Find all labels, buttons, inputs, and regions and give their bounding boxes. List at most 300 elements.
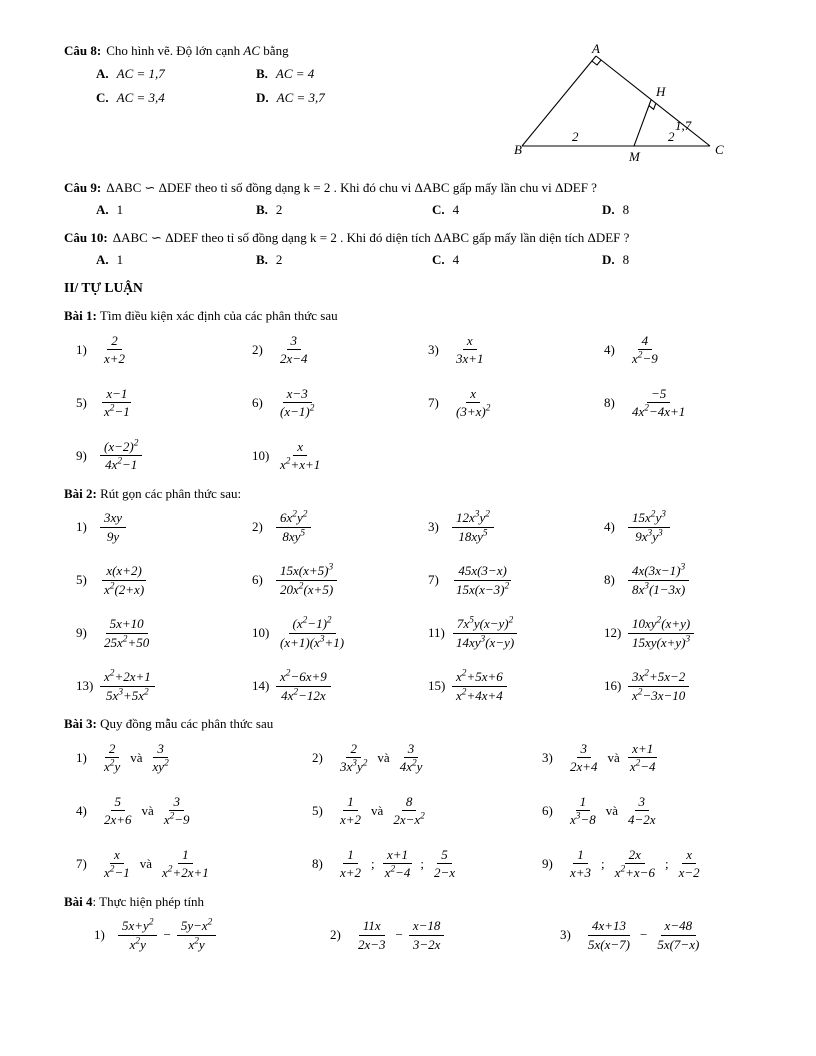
numerator: 3xy bbox=[100, 510, 126, 527]
denominator: $x^2y$ bbox=[129, 936, 146, 952]
exercise-item bbox=[428, 384, 604, 422]
fraction bbox=[100, 616, 153, 650]
item-number: 8) bbox=[312, 855, 323, 871]
fraction bbox=[100, 563, 148, 597]
numerator: 8 bbox=[402, 794, 417, 811]
exercise-1-items-grid bbox=[76, 331, 758, 475]
fraction bbox=[336, 847, 365, 881]
fraction bbox=[628, 386, 689, 420]
denominator: $8x^3(1-3x)$ bbox=[632, 581, 686, 597]
denominator: $9x^3y^3$ bbox=[635, 528, 663, 544]
numerator: 11x bbox=[359, 918, 385, 935]
numerator: $x^2-6x+9$ bbox=[276, 669, 331, 686]
question-8-text-pre: Cho hình vẽ. Độ lớn cạnh bbox=[106, 43, 241, 58]
denominator: $15xy(x+y)^3$ bbox=[632, 634, 691, 650]
exercise-4-header bbox=[64, 893, 758, 911]
exercise-item bbox=[604, 614, 758, 652]
question-9-text: ΔABC ∽ ΔDEF theo tỉ số đồng dạng k = 2 . Khi đó chu vi ΔABC gấp mấy lần chu vi ΔDEF ? bbox=[106, 179, 597, 195]
option-b-text: 2 bbox=[275, 252, 283, 268]
exercise-item bbox=[76, 739, 312, 777]
exercise-item bbox=[252, 561, 428, 599]
denominator: 5x(7−x) bbox=[657, 936, 700, 952]
fraction bbox=[628, 616, 694, 650]
item-number: 2) bbox=[330, 927, 341, 943]
denominator: 2x+6 bbox=[104, 812, 132, 828]
item-number: 2) bbox=[312, 749, 323, 765]
option-c-key: C. bbox=[96, 90, 109, 106]
denominator: x+2 bbox=[340, 812, 362, 828]
numerator: $x^2+5x+6$ bbox=[452, 669, 507, 686]
numerator: 2 bbox=[346, 741, 361, 758]
option-c-key: C. bbox=[432, 202, 445, 218]
denominator: $(x-1)^2$ bbox=[280, 403, 315, 419]
label-m: M bbox=[629, 149, 640, 164]
option-c bbox=[432, 251, 602, 269]
fraction bbox=[628, 333, 662, 367]
question-9-label: Câu 9: bbox=[64, 179, 102, 195]
fraction bbox=[336, 794, 365, 828]
fraction bbox=[100, 386, 134, 420]
numerator: x(x+2) bbox=[102, 563, 145, 580]
item-number: 6) bbox=[542, 802, 553, 818]
option-b bbox=[256, 65, 476, 83]
fraction bbox=[381, 847, 415, 881]
fraction bbox=[566, 847, 595, 881]
option-b-text: 2 bbox=[275, 202, 283, 218]
option-a-key: A. bbox=[96, 202, 109, 218]
side-ab bbox=[522, 56, 596, 146]
exercise-item bbox=[428, 667, 604, 705]
numerator: x−3 bbox=[283, 386, 312, 403]
option-d-text: 8 bbox=[622, 252, 630, 268]
fraction bbox=[160, 794, 194, 828]
option-a-key: A. bbox=[96, 65, 109, 81]
label-a: A bbox=[592, 44, 600, 56]
denominator: 3x+1 bbox=[456, 351, 484, 366]
fraction bbox=[675, 847, 704, 881]
numerator: 45x(3−x) bbox=[454, 563, 510, 580]
numerator: 3 bbox=[404, 741, 419, 758]
exercise-3-header bbox=[64, 715, 758, 733]
separator-text: ; bbox=[664, 855, 669, 871]
denominator: $x^2y$ bbox=[188, 936, 205, 952]
denominator: $18xy^5$ bbox=[458, 528, 488, 544]
separator-text: và bbox=[130, 749, 143, 765]
numerator: $x^2+2x+1$ bbox=[100, 669, 155, 686]
numerator: 3 bbox=[577, 741, 592, 758]
numerator: 1 bbox=[178, 847, 193, 864]
exercise-4-label: Bài 4 bbox=[64, 893, 93, 909]
numerator: x−18 bbox=[409, 918, 445, 935]
fraction bbox=[389, 794, 428, 828]
fraction bbox=[158, 847, 213, 881]
numerator: 5 bbox=[111, 794, 126, 811]
exercise-item bbox=[76, 561, 252, 599]
denominator: $2x-x^2$ bbox=[393, 811, 425, 828]
numerator: x−1 bbox=[102, 386, 131, 403]
denominator: $x^2+4x+4$ bbox=[456, 687, 503, 703]
item-number: 6) bbox=[252, 394, 263, 410]
exercise-item bbox=[76, 667, 252, 705]
fraction bbox=[628, 510, 670, 544]
exercise-1-title: Tìm điều kiện xác định của các phân thức sau bbox=[99, 307, 338, 323]
denominator: $x^2-9$ bbox=[632, 350, 658, 366]
exercise-item bbox=[604, 384, 758, 422]
exercise-item bbox=[252, 667, 428, 705]
item-number: 7) bbox=[76, 855, 87, 871]
denominator: $x^2+x+1$ bbox=[280, 456, 321, 472]
numerator: 1 bbox=[576, 794, 591, 811]
numerator: x bbox=[682, 847, 696, 864]
exercise-item bbox=[252, 331, 428, 369]
exercise-item bbox=[94, 916, 330, 954]
question-8-text-math: AC bbox=[243, 43, 261, 58]
fraction bbox=[100, 510, 126, 544]
fraction bbox=[276, 669, 331, 703]
option-b-text: AC = 4 bbox=[275, 65, 315, 81]
denominator: $x^2+x-6$ bbox=[614, 864, 655, 881]
exercise-item bbox=[428, 614, 604, 652]
denominator: 2−x bbox=[434, 865, 456, 881]
denominator: 2x+4 bbox=[570, 759, 598, 775]
exercise-item bbox=[560, 916, 758, 954]
option-c-text: 4 bbox=[452, 202, 460, 218]
separator-text: ; bbox=[601, 855, 605, 871]
numerator: $(x-2)^2$ bbox=[100, 439, 142, 456]
fraction bbox=[452, 510, 494, 544]
exercise-item bbox=[312, 845, 542, 883]
triangle-diagram bbox=[514, 44, 738, 168]
option-a-key: A. bbox=[96, 252, 109, 268]
exercise-4-title: : Thực hiện phép tính bbox=[92, 893, 205, 909]
fraction bbox=[626, 741, 660, 775]
fraction bbox=[177, 918, 216, 952]
denominator: $4x^2-12x$ bbox=[281, 687, 326, 703]
separator-text: và bbox=[377, 749, 390, 765]
exercise-item bbox=[542, 739, 758, 777]
exercise-item bbox=[604, 331, 758, 369]
separator-text: − bbox=[163, 927, 171, 943]
separator-text: và bbox=[139, 855, 153, 871]
numerator: 4x+13 bbox=[588, 918, 630, 935]
item-number: 5) bbox=[312, 802, 323, 818]
fraction bbox=[354, 918, 390, 952]
exercise-item bbox=[428, 331, 604, 369]
numerator: $15x^2y^3$ bbox=[628, 510, 670, 527]
item-number: 9) bbox=[76, 625, 87, 641]
exercise-2-label: Bài 2: bbox=[64, 485, 97, 501]
denominator: $3x^3y^2$ bbox=[340, 758, 368, 775]
item-number: 10) bbox=[252, 625, 270, 641]
option-a-text: AC = 1,7 bbox=[116, 65, 165, 81]
denominator: 9y bbox=[106, 528, 120, 544]
label-hc-length: 1,7 bbox=[675, 118, 692, 133]
denominator: $4x^2-1$ bbox=[105, 456, 138, 472]
exercise-item bbox=[76, 331, 252, 369]
exercise-1-label: Bài 1: bbox=[64, 307, 97, 323]
item-number: 2) bbox=[252, 519, 263, 535]
option-b-key: B. bbox=[256, 202, 268, 218]
exercise-item bbox=[76, 384, 252, 422]
numerator: 1 bbox=[573, 847, 588, 864]
numerator: $10xy^2(x+y)$ bbox=[628, 616, 694, 633]
numerator: $3x^2+5x-2$ bbox=[628, 669, 689, 686]
option-b bbox=[256, 201, 432, 219]
separator-text: ; bbox=[371, 855, 375, 871]
denominator: $14xy^3(x-y)$ bbox=[456, 634, 515, 650]
option-b-key: B. bbox=[256, 65, 268, 81]
separator-text: ; bbox=[420, 855, 425, 871]
denominator: $x^2y$ bbox=[104, 758, 121, 775]
item-number: 1) bbox=[76, 341, 87, 357]
question-8-label: Câu 8: bbox=[64, 43, 102, 58]
denominator: $4x^2-4x+1$ bbox=[632, 403, 686, 419]
option-d bbox=[602, 251, 758, 269]
numerator: 1 bbox=[343, 794, 358, 811]
separator-text: và bbox=[605, 802, 619, 818]
denominator: $(x+1)(x^3+1)$ bbox=[280, 634, 345, 650]
fraction bbox=[396, 741, 427, 775]
item-number: 11) bbox=[428, 625, 445, 641]
fraction bbox=[276, 333, 312, 367]
option-c-text: AC = 3,4 bbox=[116, 90, 165, 106]
numerator: 2x bbox=[625, 847, 645, 864]
exercise-3-label: Bài 3: bbox=[64, 716, 97, 732]
numerator: 2 bbox=[107, 333, 122, 350]
exercise-item bbox=[252, 384, 428, 422]
fraction bbox=[624, 794, 660, 828]
option-b-key: B. bbox=[256, 252, 268, 268]
numerator: $7x^5y(x-y)^2$ bbox=[453, 616, 517, 633]
exercise-item bbox=[252, 437, 428, 475]
numerator: x bbox=[293, 439, 307, 456]
item-number: 8) bbox=[604, 572, 615, 588]
item-number: 6) bbox=[252, 572, 263, 588]
denominator: $x^2-9$ bbox=[163, 811, 190, 828]
exercise-item bbox=[542, 792, 758, 830]
exercise-item bbox=[428, 561, 604, 599]
exercise-2-title: Rút gọn các phân thức sau: bbox=[100, 485, 242, 501]
option-c bbox=[432, 201, 602, 219]
denominator: $15x(x-3)^2$ bbox=[456, 581, 510, 597]
option-d bbox=[602, 201, 758, 219]
numerator: 5 bbox=[437, 847, 452, 864]
exercise-item bbox=[76, 614, 252, 652]
numerator: $12x^3y^2$ bbox=[452, 510, 494, 527]
item-number: 4) bbox=[604, 519, 615, 535]
exercise-1-header bbox=[64, 307, 758, 325]
exercise-item bbox=[604, 667, 758, 705]
option-a-text: 1 bbox=[116, 252, 124, 268]
fraction bbox=[611, 847, 659, 881]
item-number: 9) bbox=[542, 855, 553, 871]
numerator: 3 bbox=[635, 794, 650, 811]
exercise-item bbox=[76, 508, 252, 546]
fraction bbox=[653, 918, 703, 952]
denominator: $20x^2(x+5)$ bbox=[280, 581, 334, 597]
question-8-block bbox=[64, 42, 758, 173]
item-number: 1) bbox=[76, 749, 87, 765]
denominator: $x^2-1$ bbox=[104, 864, 130, 881]
question-10-label: Câu 10: bbox=[64, 229, 108, 245]
item-number: 7) bbox=[428, 394, 439, 410]
option-d-key: D. bbox=[256, 90, 269, 106]
item-number: 1) bbox=[76, 519, 87, 535]
numerator: x−48 bbox=[661, 918, 697, 935]
exercise-item bbox=[604, 508, 758, 546]
exercise-item bbox=[76, 792, 312, 830]
fraction bbox=[276, 386, 318, 420]
question-8-text-post: bằng bbox=[263, 43, 289, 58]
label-b: B bbox=[514, 142, 522, 157]
item-number: 14) bbox=[252, 678, 270, 694]
separator-text: − bbox=[639, 927, 648, 943]
exercise-item bbox=[312, 739, 542, 777]
option-d-text: AC = 3,7 bbox=[276, 90, 325, 106]
item-number: 7) bbox=[428, 572, 439, 588]
fraction bbox=[100, 847, 134, 881]
numerator: $5y-x^2$ bbox=[177, 918, 216, 935]
item-number: 3) bbox=[428, 341, 439, 357]
option-c-text: 4 bbox=[452, 252, 460, 268]
fraction bbox=[566, 794, 600, 828]
separator-text: và bbox=[141, 802, 154, 818]
fraction bbox=[452, 669, 507, 703]
exercise-item bbox=[312, 792, 542, 830]
fraction bbox=[430, 847, 459, 881]
denominator: 2x−3 bbox=[358, 936, 386, 952]
triangle-figure bbox=[514, 44, 744, 173]
numerator: x bbox=[466, 386, 480, 403]
numerator: $5x+y^2$ bbox=[118, 918, 157, 935]
denominator: x−2 bbox=[678, 865, 700, 881]
item-number: 8) bbox=[604, 394, 615, 410]
fraction bbox=[100, 439, 142, 473]
separator-text: và bbox=[607, 749, 620, 765]
option-d-text: 8 bbox=[622, 202, 630, 218]
fraction bbox=[100, 794, 136, 828]
label-h: H bbox=[656, 84, 666, 99]
fraction bbox=[452, 616, 518, 650]
exercise-item bbox=[542, 845, 758, 883]
denominator: $xy^2$ bbox=[152, 758, 169, 775]
numerator: x bbox=[110, 847, 124, 864]
question-10-options bbox=[96, 251, 758, 269]
question-8-options bbox=[96, 65, 514, 107]
item-number: 4) bbox=[604, 341, 615, 357]
side-ac bbox=[596, 56, 710, 146]
question-9-options bbox=[96, 201, 758, 219]
item-number: 13) bbox=[76, 678, 94, 694]
option-a bbox=[96, 251, 256, 269]
numerator: 3 bbox=[153, 741, 168, 758]
fraction bbox=[336, 741, 371, 775]
denominator: 3−2x bbox=[412, 936, 441, 952]
item-number: 10) bbox=[252, 447, 270, 463]
denominator: $(3+x)^2$ bbox=[456, 403, 491, 419]
denominator: x+2 bbox=[340, 865, 362, 881]
question-10-text: ΔABC ∽ ΔDEF theo tỉ số đồng dạng k = 2 . Khi đó diện tích ΔABC gấp mấy lần diện tích ΔDEF ? bbox=[112, 229, 630, 245]
fraction bbox=[276, 616, 348, 650]
denominator: $25x^2+50$ bbox=[104, 634, 150, 650]
item-number: 4) bbox=[76, 802, 87, 818]
exercise-3-title: Quy đồng mẫu các phân thức sau bbox=[100, 716, 274, 732]
item-number: 9) bbox=[76, 447, 87, 463]
denominator: 2x−4 bbox=[280, 351, 308, 366]
question-10-line bbox=[64, 229, 758, 247]
option-d bbox=[256, 89, 476, 107]
option-c bbox=[96, 89, 256, 107]
numerator: 5x+10 bbox=[106, 616, 148, 633]
right-angle-mark-h bbox=[649, 104, 656, 110]
separator-text: − bbox=[395, 927, 403, 943]
numerator: $(x^2-1)^2$ bbox=[289, 616, 336, 633]
item-number: 3) bbox=[542, 749, 553, 765]
fraction bbox=[628, 669, 689, 703]
numerator: x+1 bbox=[628, 741, 657, 758]
denominator: $x^3-8$ bbox=[570, 811, 596, 828]
right-angle-mark-a bbox=[592, 60, 601, 65]
option-a bbox=[96, 65, 256, 83]
option-d-key: D. bbox=[602, 252, 615, 268]
separator-text: và bbox=[371, 802, 384, 818]
denominator: $x^2(2+x)$ bbox=[104, 581, 145, 597]
fraction bbox=[276, 439, 324, 473]
label-bm-length: 2 bbox=[572, 129, 579, 144]
fraction bbox=[100, 333, 129, 367]
question-8-line bbox=[64, 42, 514, 60]
item-number: 5) bbox=[76, 572, 87, 588]
fraction bbox=[452, 386, 494, 420]
exercise-4-items-grid bbox=[94, 916, 758, 954]
label-mc-length: 2 bbox=[668, 129, 675, 144]
item-number: 3) bbox=[428, 519, 439, 535]
numerator: $15x(x+5)^3$ bbox=[276, 563, 337, 580]
fraction bbox=[276, 510, 311, 544]
fraction bbox=[409, 918, 445, 952]
numerator: 3 bbox=[287, 333, 302, 350]
numerator: x+1 bbox=[383, 847, 412, 864]
denominator: $x^2-4$ bbox=[384, 864, 411, 881]
numerator: $6x^2y^2$ bbox=[276, 510, 311, 527]
fraction bbox=[584, 918, 634, 952]
numerator: 1 bbox=[343, 847, 358, 864]
exercise-item bbox=[330, 916, 560, 954]
fraction bbox=[276, 563, 337, 597]
item-number: 2) bbox=[252, 341, 263, 357]
section-2-title: II/ TỰ LUẬN bbox=[64, 279, 143, 295]
item-number: 1) bbox=[94, 927, 105, 943]
exercise-item bbox=[76, 845, 312, 883]
exercise-2-items-grid bbox=[76, 508, 758, 705]
numerator: x bbox=[463, 333, 477, 350]
fraction bbox=[628, 563, 689, 597]
fraction bbox=[100, 669, 155, 703]
exercise-2-header bbox=[64, 485, 758, 503]
item-number: 5) bbox=[76, 394, 87, 410]
option-a bbox=[96, 201, 256, 219]
exercise-3-items-grid bbox=[76, 739, 758, 883]
denominator: $8xy^5$ bbox=[282, 528, 306, 544]
numerator: 2 bbox=[105, 741, 120, 758]
exercise-item bbox=[252, 508, 428, 546]
item-number: 3) bbox=[560, 927, 571, 943]
item-number: 16) bbox=[604, 678, 622, 694]
numerator: 3 bbox=[169, 794, 184, 811]
numerator: 4 bbox=[638, 333, 653, 350]
option-a-text: 1 bbox=[116, 202, 124, 218]
item-number: 12) bbox=[604, 625, 622, 641]
